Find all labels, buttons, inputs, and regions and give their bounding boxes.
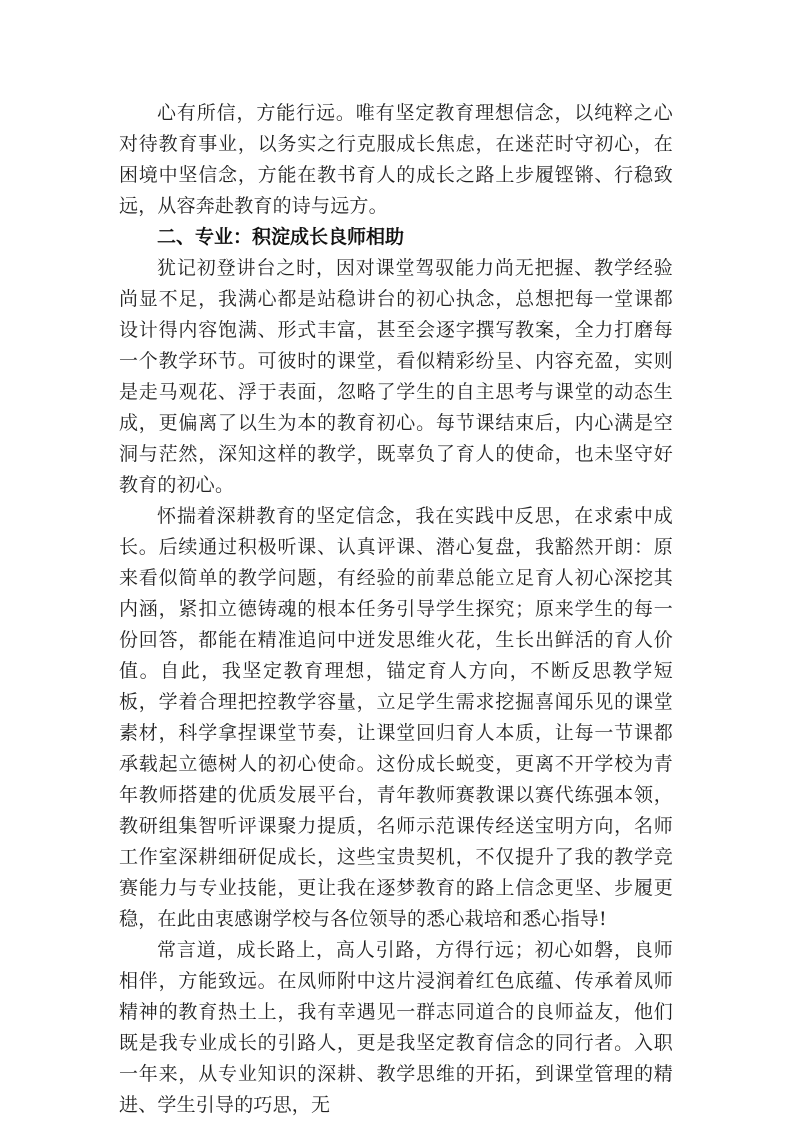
paragraph-first-lessons: 犹记初登讲台之时，因对课堂驾驭能力尚无把握、教学经验尚显不足，我满心都是站稳讲台的初心执念，总想把每一堂课都设计得内容饱满、形式丰富，甚至会逐字撰写教案，全力打磨每一个教学环节。可彼时的课堂，看似精彩纷呈、内容充盈，实则是走马观花、浮于表面，忽略了学生的自主思考与课堂的动态生成，更偏离了以生为本的教育初心。每节课结束后，内心满是空洞与茫然，深知这样的教学，既辜负了育人的使命，也未坚守好教育的初心。 xyxy=(119,257,673,496)
paragraph-belief: 心有所信，方能行远。唯有坚定教育理想信念，以纯粹之心对待教育事业，以务实之行克服成长焦虑，在迷茫时守初心，在困境中坚信念，方能在教书育人的成长之路上步履铿锵、行稳致远，从容奔赴教育的诗与远方。 xyxy=(119,102,673,217)
section-heading-professional: 二、专业：积淀成长良师相助 xyxy=(157,226,405,248)
paragraph-growth-reflection: 怀揣着深耕教育的坚定信念，我在实践中反思，在求索中成长。后续通过积极听课、认真评课、潜心复盘，我豁然开朗：原来看似简单的教学问题，有经验的前辈总能立足育人初心深挖其内涵，紧扣立德铸魂的根本任务引导学生探究；原来学生的每一份回答，都能在精准追问中迸发思维火花，生长出鲜活的育人价值。自此，我坚定教育理想，锚定育人方向，不断反思教学短板，学着合理把控教学容量，立足学生需求挖掘喜闻乐见的课堂素材，科学拿捏课堂节奏，让课堂回归育人本质，让每一节课都承载起立德树人的初心使命。这份成长蜕变，更离不开学校为青年教师搭建的优质发展平台，青年教师赛教课以赛代练强本领，教研组集智听评课聚力提质，名师示范课传经送宝明方向，名师工作室深耕细研促成长，这些宝贵契机，不仅提升了我的教学竞赛能力与专业技能，更让我在逐梦教育的路上信念更坚、步履更稳，在此由衷感谢学校与各位领导的悉心栽培和悉心指导! xyxy=(119,505,673,930)
paragraph-mentors: 常言道，成长路上，高人引路，方得行远；初心如磐，良师相伴，方能致远。在凤师附中这片浸润着红色底蕴、传承着凤师精神的教育热土上，我有幸遇见一群志同道合的良师益友，他们既是我专业成长的引路人，更是我坚定教育信念的同行者。入职一年来，从专业知识的深耕、教学思维的开拓，到课堂管理的精进、学生引导的巧思，无 xyxy=(119,939,673,1116)
